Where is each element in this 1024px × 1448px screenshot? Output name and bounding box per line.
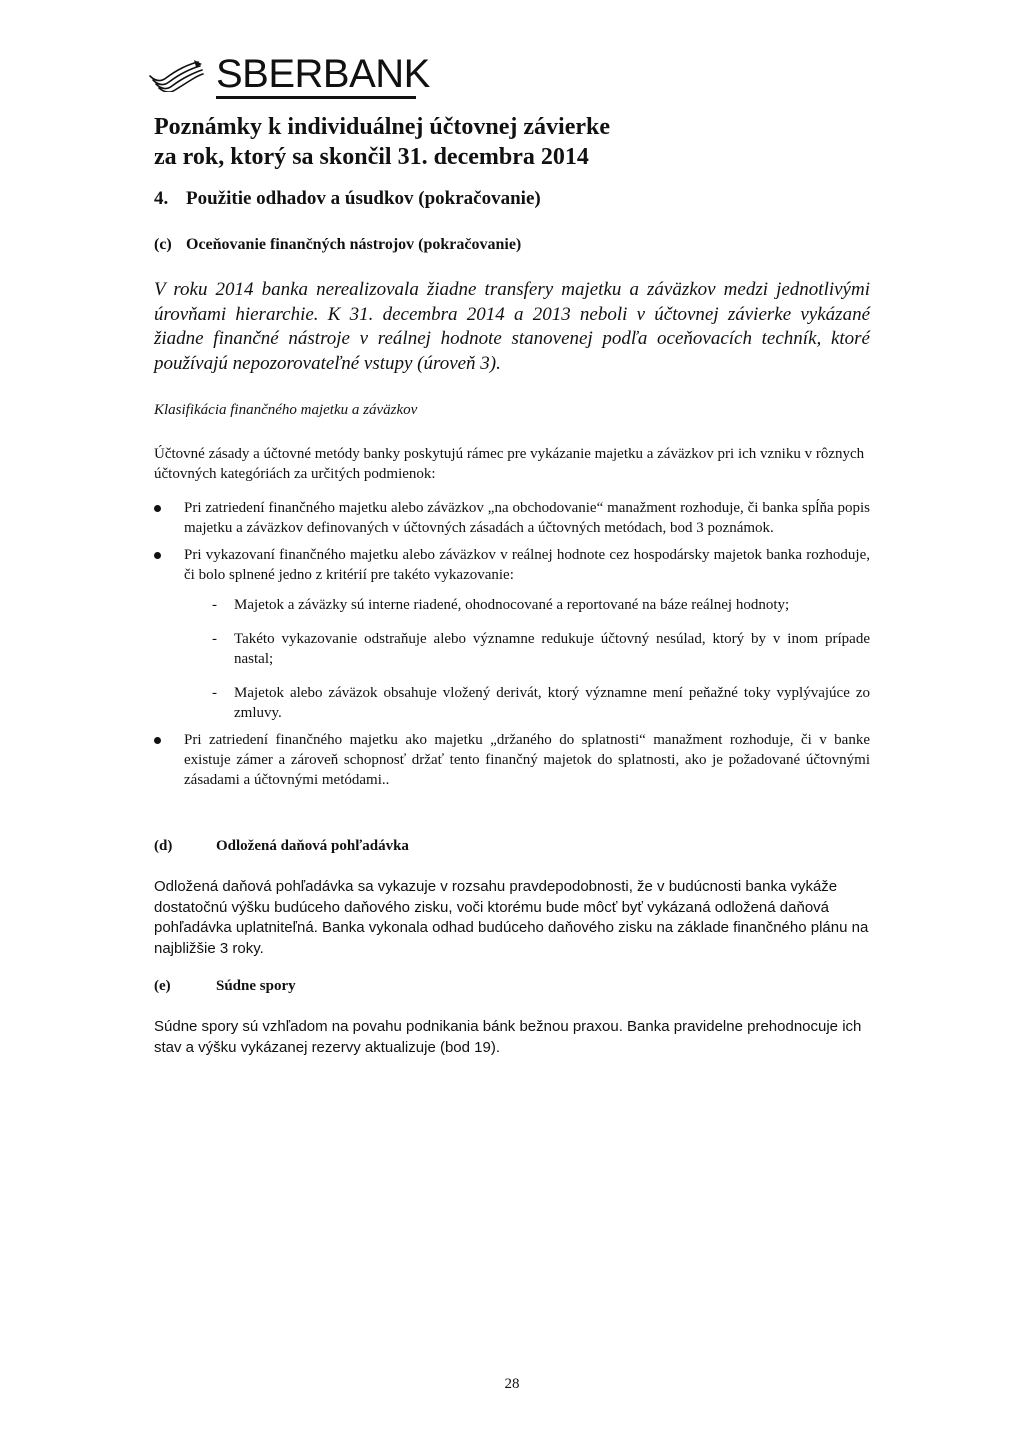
page-number: 28 [504,1376,520,1392]
title-line-2: za rok, ktorý sa skončil 31. decembra 2014 [154,144,589,170]
section-number: 4. [154,188,169,209]
section-4-heading [154,188,541,210]
title-line-1: Poznámky k individuálnej účtovnej závierke [154,114,611,140]
list-item [154,545,870,723]
bullet-icon [154,505,161,512]
classification-bullet-list [154,498,870,790]
deferred-tax-paragraph: Odložená daňová pohľadávka sa vykazuje v rozsahu pravdepodobnosti, že v budúcnosti banka vykáže dostatočnú výšku budúceho daňového zisku, voči ktorému bude môcť byť vykázaná odložená daňová pohľadávka uplatniteľná. Banka vykonala odhad budúceho daňového zisku na základe finančného plánu na najbližšie 3 roky. [154,878,869,957]
dash-text: Takéto vykazovanie odstraňuje alebo významne redukuje účtovný nesúlad, ktorý by v inom prípade nastal; [234,631,870,667]
classification-heading: Klasifikácia finančného majetku a záväzkov [154,402,418,418]
section-title: Použitie odhadov a úsudkov (pokračovanie) [186,188,541,209]
subsection-title: Súdne spory [216,978,296,994]
bullet-text: Pri zatriedení finančného majetku alebo záväzkov „na obchodovanie“ manažment rozhoduje, či banka spĺňa popis majetku a záväzkov definovaných v účtovných zásadách a účtovných metódach, bod 3 poznámok. [184,500,870,536]
bullet-text: Pri vykazovaní finančného majetku alebo záväzkov v reálnej hodnote cez hospodársky majetok banka rozhoduje, či bolo splnené jedno z kritérií pre takéto vykazovanie: [184,547,870,583]
bullet-text: Pri zatriedení finančného majetku ako majetku „držaného do splatnosti“ manažment rozhoduje, či v banke existuje zámer a zároveň schopnosť držať tento finančný majetok do splatnosti, ako je požadované účtovnými zásadami a účtovnými metódami.. [184,732,870,788]
subsection-e-heading [154,978,296,995]
legal-disputes-paragraph: Súdne spory sú vzhľadom na povahu podnikania bánk bežnou praxou. Banka pravidelne prehodnocuje ich stav a výšku vykázanej rezervy aktualizuje (bod 19). [154,1018,862,1056]
brand-name: SBERBANK [216,52,430,96]
subsection-c-heading [154,236,521,254]
list-item [154,730,870,790]
logo-underline [216,96,416,99]
dash-icon: - [212,597,217,613]
subsection-label: (d) [154,838,173,854]
classification-intro-paragraph: Účtovné zásady a účtovné metódy banky poskytujú rámec pre vykázanie majetku a záväzkov pri ich vzniku v rôznych účtovných kategóriách za určitých podmienok: [154,446,865,482]
subsection-title: Odložená daňová pohľadávka [216,838,409,854]
subsection-d-heading [154,838,409,855]
bullet-icon [154,737,161,744]
list-item [154,498,870,538]
subsection-label: (c) [154,236,172,253]
dash-icon: - [212,685,217,701]
subsection-label: (e) [154,978,171,994]
sberbank-logo [148,52,430,102]
dash-text: Majetok alebo záväzok obsahuje vložený derivát, ktorý významne mení peňažné toky vyplývajúce zo zmluvy. [234,685,870,721]
criteria-dash-list [184,595,870,723]
list-item [184,629,870,669]
dash-icon: - [212,631,217,647]
dash-text: Majetok a záväzky sú interne riadené, ohodnocované a reportované na báze reálnej hodnoty; [234,597,790,613]
list-item [184,683,870,723]
hierarchy-transfers-paragraph: V roku 2014 banka nerealizovala žiadne transfery majetku a záväzkov medzi jednotlivými úrovňami hierarchie. K 31. decembra 2014 a 2013 neboli v účtovnej závierke vykázané žiadne finančné nástroje v reálnej hodnote stanovenej podľa oceňovacích techník, ktoré používajú nepozorovateľné vstupy (úroveň 3). [154,279,870,374]
list-item [184,595,870,615]
subsection-title: Oceňovanie finančných nástrojov (pokračovanie) [186,236,522,253]
sberbank-wave-logo-icon [148,58,204,92]
document-title [154,112,854,172]
bullet-icon [154,552,161,559]
